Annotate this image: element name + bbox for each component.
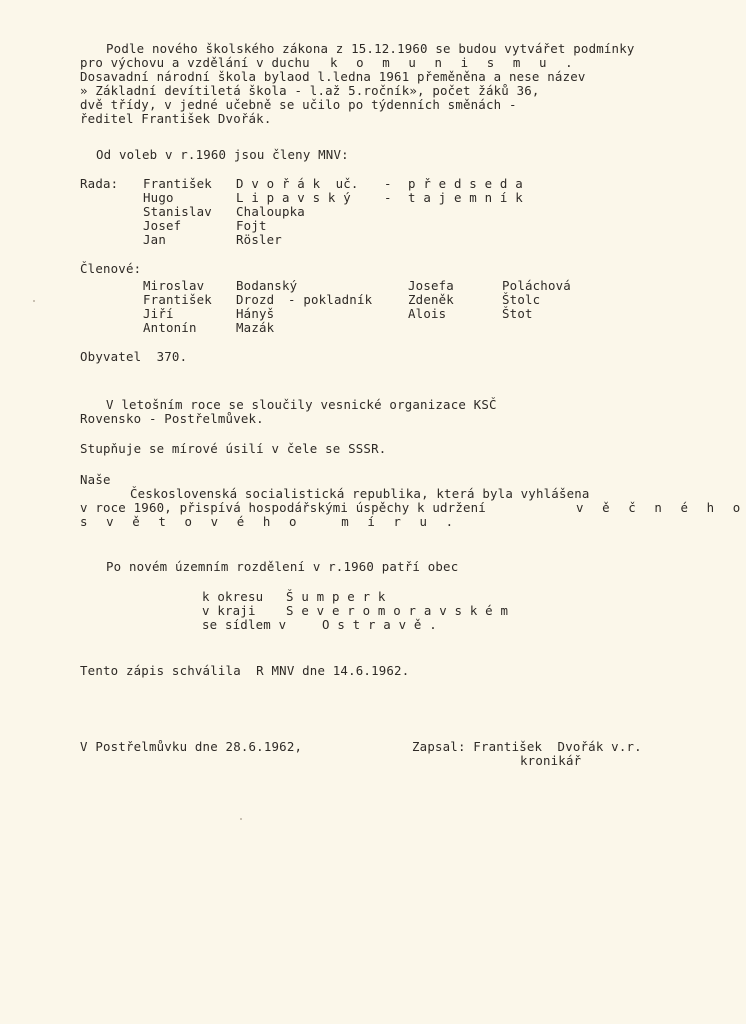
rada-first-2: Hugo (143, 190, 174, 205)
clen-left-note-2: - pokladník (288, 292, 373, 307)
rada-last-4: Fojt (236, 218, 267, 233)
rada-role-1: p ř e d s e d a (408, 176, 523, 191)
rada-first-5: Jan (143, 232, 166, 247)
obyvatel-count: Obyvatel 370. (80, 349, 188, 364)
ksc-line-2: Rovensko - Postřelmůvek. (80, 411, 264, 426)
clenove-label: Členové: (80, 261, 142, 276)
nase-label: Naše (80, 472, 111, 487)
kronikar-role: kronikář (520, 753, 582, 768)
clen-right-last-3: Štot (502, 306, 533, 321)
rada-first-3: Stanislav (143, 204, 212, 219)
mnv-intro: Od voleb v r.1960 jsou členy MNV: (96, 147, 349, 162)
uzemi-sidlo: O s t r a v ě . (322, 617, 437, 632)
nase-spaced-vecneho: v ě č n é h o (576, 500, 746, 515)
rada-dash-1: - (384, 176, 392, 191)
paper-speck (240, 818, 242, 820)
clen-right-first-2: Zdeněk (408, 292, 454, 307)
para1-line-4: » Základní devítiletá škola - l.až 5.ročník», počet žáků 36, (80, 83, 540, 98)
rada-last-3: Chaloupka (236, 204, 305, 219)
rada-last-2: L i p a v s k ý (236, 190, 351, 205)
para1-line-5: dvě třídy, v jedné učebně se učilo po týdenních směnách - (80, 97, 517, 112)
zapsal-line: Zapsal: František Dvořák v.r. (412, 739, 642, 754)
uzemi-sidlo-label: se sídlem v (202, 617, 287, 632)
uzemi-kraj: S e v e r o m o r a v s k é m (286, 603, 509, 618)
clen-left-first-1: Miroslav (143, 278, 205, 293)
uzemi-kraj-label: v kraji (202, 603, 256, 618)
nase-line-2: v roce 1960, přispívá hospodářskými úspěchy k udržení (80, 500, 486, 515)
clen-left-first-2: František (143, 292, 212, 307)
nase-spaced-svetoveho-miru: s v ě t o v é h o m í r u . (80, 514, 459, 529)
clen-right-last-1: Poláchová (502, 278, 571, 293)
uzemi-intro: Po novém územním rozdělení v r.1960 patří obec (106, 559, 459, 574)
rada-last-1: D v o ř á k uč. (236, 176, 359, 191)
para1-line-3: Dosavadní národní škola bylaod l.ledna 1961 přeměněna a nese název (80, 69, 586, 84)
clen-left-last-3: Hányš (236, 306, 275, 321)
rada-first-1: František (143, 176, 212, 191)
clen-right-first-3: Alois (408, 306, 447, 321)
paper-speck (33, 300, 35, 302)
para1-line-6: ředitel František Dvořák. (80, 111, 272, 126)
rada-role-2: t a j e m n í k (408, 190, 523, 205)
clen-left-last-2: Drozd (236, 292, 275, 307)
clen-left-last-1: Bodanský (236, 278, 298, 293)
clen-right-last-2: Štolc (502, 292, 541, 307)
ksc-line-1: V letošním roce se sloučily vesnické organizace KSČ (106, 397, 497, 412)
uzemi-okres-label: k okresu (202, 589, 264, 604)
rada-dash-2: - (384, 190, 392, 205)
clen-left-first-4: Antonín (143, 320, 197, 335)
place-date: V Postřelmůvku dne 28.6.1962, (80, 739, 303, 754)
nase-line-1: Československá socialistická republika, která byla vyhlášena (130, 486, 590, 501)
clen-left-first-3: Jiří (143, 306, 174, 321)
rada-last-5: Rösler (236, 232, 282, 247)
rada-first-4: Josef (143, 218, 182, 233)
para1-spaced-komunismu: k o m u n i s m u . (330, 55, 579, 70)
rada-label: Rada: (80, 176, 119, 191)
mir-line: Stupňuje se mírové úsilí v čele se SSSR. (80, 441, 387, 456)
para1-line-1: Podle nového školského zákona z 15.12.1960 se budou vytvářet podmínky (106, 41, 635, 56)
clen-right-first-1: Josefa (408, 278, 454, 293)
uzemi-okres: Š u m p e r k (286, 589, 386, 604)
schvaleni-line: Tento zápis schválila R MNV dne 14.6.1962. (80, 663, 410, 678)
para1-line-2: pro výchovu a vzdělání v duchu (80, 55, 310, 70)
clen-left-last-4: Mazák (236, 320, 275, 335)
